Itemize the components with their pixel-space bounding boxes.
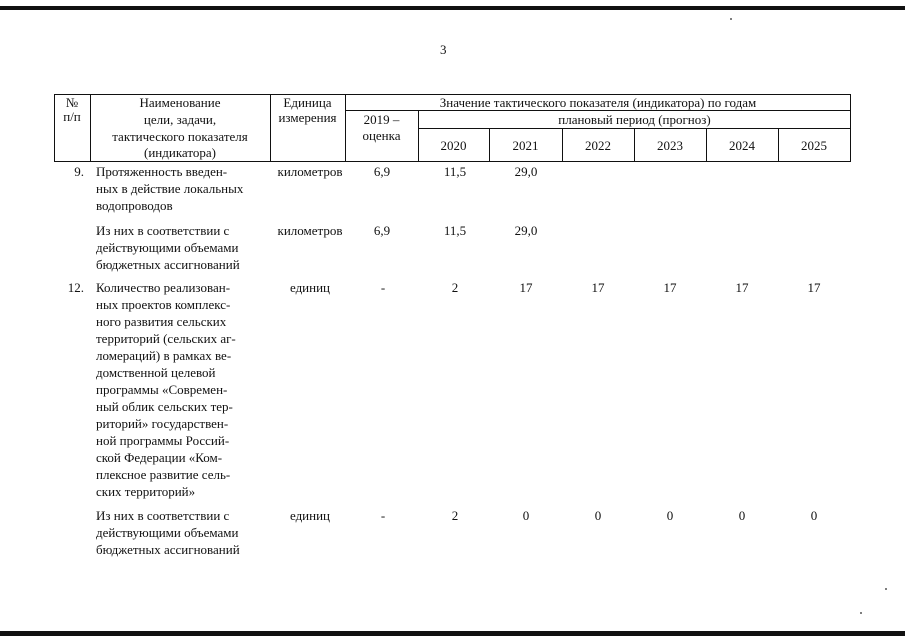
row-estimate: -: [380, 280, 386, 295]
row-estimate: -: [380, 508, 386, 523]
row-value-2024: 0: [738, 508, 746, 523]
row-unit: единиц: [289, 280, 331, 295]
header-name-line-2: цели, задачи,: [143, 112, 217, 127]
row-name-line: ских территорий»: [96, 484, 196, 499]
row-unit: километров: [277, 223, 343, 238]
row-value-2021: 29,0: [514, 164, 538, 179]
row-name-line: водопроводов: [96, 198, 173, 213]
row-name-line: территорий (сельских аг-: [96, 331, 236, 346]
row-value-2020: 11,5: [443, 164, 467, 179]
header-values-line: [345, 110, 851, 111]
row-value-2020: 2: [451, 508, 459, 523]
header-name-line-3: тактического показателя: [112, 129, 248, 144]
row-value-2020: 2: [451, 280, 459, 295]
header-unit-line-1: Единица: [283, 95, 332, 110]
row-name-line: ской Федерации «Ком-: [96, 450, 223, 465]
row-name-line: плексное развитие сель-: [96, 467, 231, 482]
header-no: №: [65, 95, 79, 110]
row-estimate: 6,9: [373, 164, 391, 179]
row-unit: единиц: [289, 508, 331, 523]
row-unit: километров: [277, 164, 343, 179]
header-estimate-line-1: 2019 –: [363, 112, 400, 127]
scan-speck: [885, 588, 887, 590]
row-name-line: ных в действие локальных: [96, 181, 244, 196]
header-estimate-line-2: оценка: [362, 128, 401, 143]
header-year-2021: 2021: [512, 138, 539, 153]
row-value-2022: 17: [591, 280, 605, 295]
row-name-line: ных проектов комплекс-: [96, 297, 231, 312]
row-name-line: действующими объемами: [96, 525, 239, 540]
row-name-line: бюджетных ассигнований: [96, 257, 240, 272]
row-name: [96, 163, 268, 214]
row-name-line: Протяженность введен-: [96, 164, 228, 179]
top-scan-border: [0, 6, 905, 10]
row-value-2020: 11,5: [443, 223, 467, 238]
header-unit-line-2: измерения: [278, 110, 337, 125]
row-name-line: риторий» государствен-: [96, 416, 229, 431]
row-name-line: ломераций) в рамках ве-: [96, 348, 232, 363]
header-year-2020: 2020: [440, 138, 467, 153]
row-name-line: Из них в соответствии с: [96, 223, 230, 238]
row-value-2023: 17: [663, 280, 677, 295]
row-name-line: бюджетных ассигнований: [96, 542, 240, 557]
header-year-2024: 2024: [729, 138, 755, 153]
scan-speck: [860, 612, 862, 614]
bottom-scan-border: [0, 631, 905, 636]
row-value-2021: 0: [522, 508, 530, 523]
row-name: [96, 279, 268, 500]
row-name-line: ной программы Россий-: [96, 433, 230, 448]
header-values-title: Значение тактического показателя (индикатора) по годам: [439, 95, 757, 110]
row-name-line: Из них в соответствии с: [96, 508, 230, 523]
row-value-2021: 17: [519, 280, 533, 295]
scan-speck: [730, 18, 732, 20]
row-name-line: действующими объемами: [96, 240, 239, 255]
row-name-line: ного развития сельских: [96, 314, 227, 329]
row-value-2025: 0: [810, 508, 818, 523]
header-name-line-4: (индикатора): [144, 145, 216, 160]
header-year-2022: 2022: [585, 138, 611, 153]
row-value-2021: 29,0: [514, 223, 538, 238]
row-value-2022: 0: [594, 508, 602, 523]
row-value-2024: 17: [735, 280, 749, 295]
row-name-line: ный облик сельских тер-: [96, 399, 233, 414]
row-estimate: 6,9: [373, 223, 391, 238]
row-name-line: Количество реализован-: [96, 280, 231, 295]
header-name-line-1: Наименование: [139, 95, 221, 110]
header-no-sub: п/п: [63, 109, 81, 124]
row-name: [96, 507, 268, 558]
page-number: 3: [440, 42, 447, 57]
header-plan-title: плановый период (прогноз): [558, 112, 711, 127]
header-year-2023: 2023: [657, 138, 683, 153]
row-name-line: домственной целевой: [96, 365, 216, 380]
header-bottom-line: [54, 161, 851, 162]
row-value-2023: 0: [666, 508, 674, 523]
header-year-2025: 2025: [801, 138, 827, 153]
row-name: [96, 222, 268, 273]
row-number: 12.: [67, 280, 84, 295]
row-name-line: программы «Современ-: [96, 382, 228, 397]
row-value-2025: 17: [807, 280, 821, 295]
row-number: 9.: [74, 164, 84, 179]
